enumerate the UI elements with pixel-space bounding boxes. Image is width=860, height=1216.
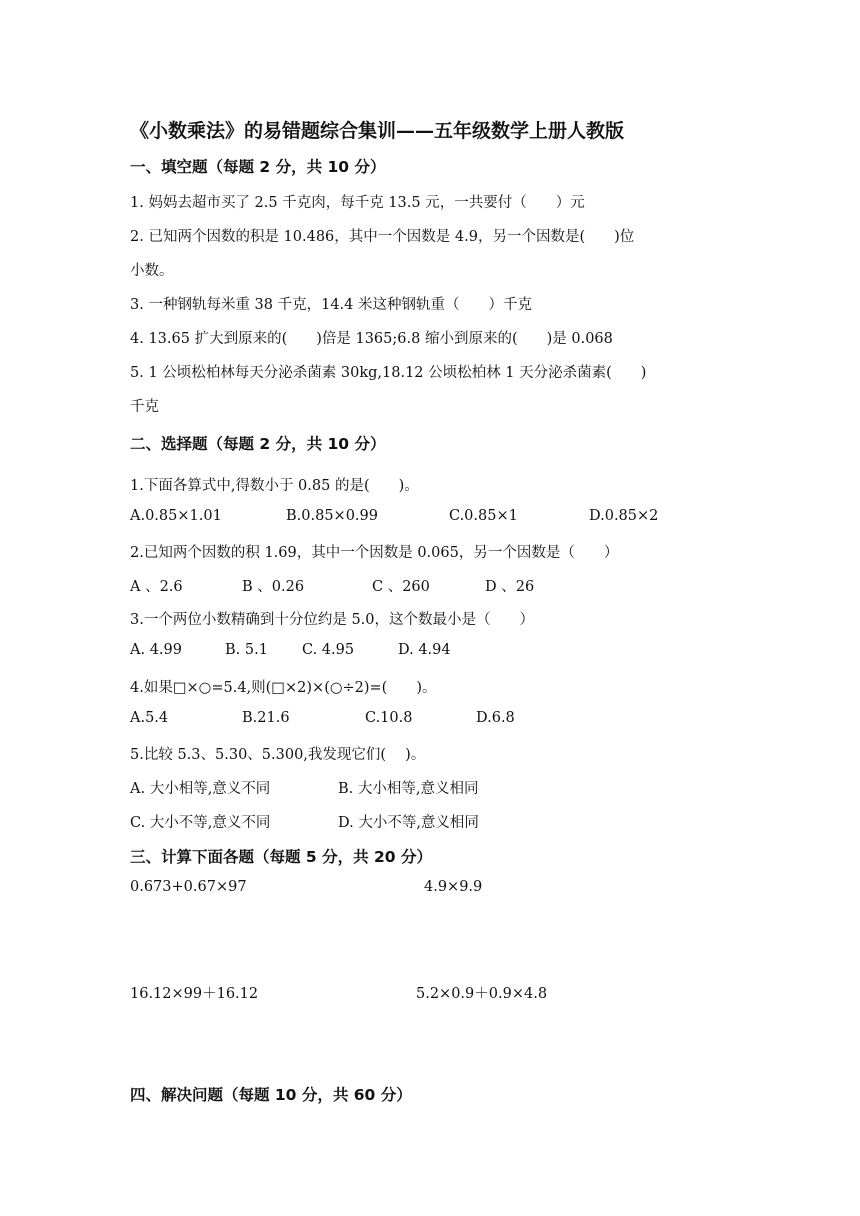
question-choice-2: 2.已知两个因数的积 1.69，其中一个因数是 0.065，另一个因数是（ ） [130, 545, 619, 561]
question-fill-3: 3. 一种钢轨每米重 38 千克，14.4 米这种钢轨重（ ）千克 [130, 297, 533, 313]
section-heading-choice: 二、选择题（每题 2 分，共 10 分） [130, 435, 386, 453]
option-d: D. 4.94 [398, 642, 451, 658]
option-c: C.10.8 [365, 710, 413, 726]
calc-item-4: 5.2×0.9＋0.9×4.8 [416, 986, 548, 1002]
question-fill-1: 1. 妈妈去超市买了 2.5 千克肉，每千克 13.5 元，一共要付（ ）元 [130, 195, 585, 211]
calc-item-2: 4.9×9.9 [424, 879, 483, 895]
option-c: C. 4.95 [302, 642, 355, 658]
question-choice-3: 3.一个两位小数精确到十分位约是 5.0，这个数最小是（ ） [130, 612, 535, 628]
option-a: A.0.85×1.01 [130, 508, 222, 524]
option-b: B.21.6 [242, 710, 290, 726]
question-fill-2-cont: 小数。 [130, 263, 174, 279]
question-fill-2: 2. 已知两个因数的积是 10.486，其中一个因数是 4.9，另一个因数是( )位 [130, 229, 635, 245]
section-heading-calculation: 三、计算下面各题（每题 5 分，共 20 分） [130, 848, 432, 866]
page-title: 《小数乘法》的易错题综合集训——五年级数学上册人教版 [130, 120, 625, 142]
section-heading-fill-blank: 一、填空题（每题 2 分，共 10 分） [130, 158, 386, 176]
question-fill-5-cont: 千克 [130, 399, 159, 415]
question-choice-5: 5.比较 5.3、5.30、5.300,我发现它们( )。 [130, 747, 426, 763]
option-d: D 、26 [485, 579, 535, 595]
option-a: A 、2.6 [130, 579, 183, 595]
option-a: A.5.4 [130, 710, 169, 726]
option-b: B.0.85×0.99 [286, 508, 378, 524]
option-b: B 、0.26 [242, 579, 305, 595]
option-b: B. 大小相等,意义相同 [338, 781, 479, 797]
option-a: A. 大小相等,意义不同 [130, 781, 271, 797]
calc-item-1: 0.673+0.67×97 [130, 879, 247, 895]
option-d: D.6.8 [476, 710, 515, 726]
option-d: D. 大小不等,意义相同 [338, 815, 479, 831]
option-c: C 、260 [372, 579, 430, 595]
option-c: C. 大小不等,意义不同 [130, 815, 271, 831]
option-c: C.0.85×1 [449, 508, 518, 524]
option-a: A. 4.99 [130, 642, 182, 658]
question-choice-4: 4.如果□×○=5.4,则(□×2)×(○÷2)=( )。 [130, 680, 437, 696]
calc-item-3: 16.12×99＋16.12 [130, 986, 259, 1002]
section-heading-word-problems: 四、解决问题（每题 10 分，共 60 分） [130, 1086, 412, 1104]
question-fill-5: 5. 1 公顷松柏林每天分泌杀菌素 30kg,18.12 公顷松柏林 1 天分泌杀菌素( ) [130, 365, 647, 381]
question-choice-1: 1.下面各算式中,得数小于 0.85 的是( )。 [130, 478, 419, 494]
question-fill-4: 4. 13.65 扩大到原来的( )倍是 1365;6.8 缩小到原来的( )是 0.068 [130, 331, 613, 347]
option-d: D.0.85×2 [589, 508, 659, 524]
option-b: B. 5.1 [225, 642, 268, 658]
